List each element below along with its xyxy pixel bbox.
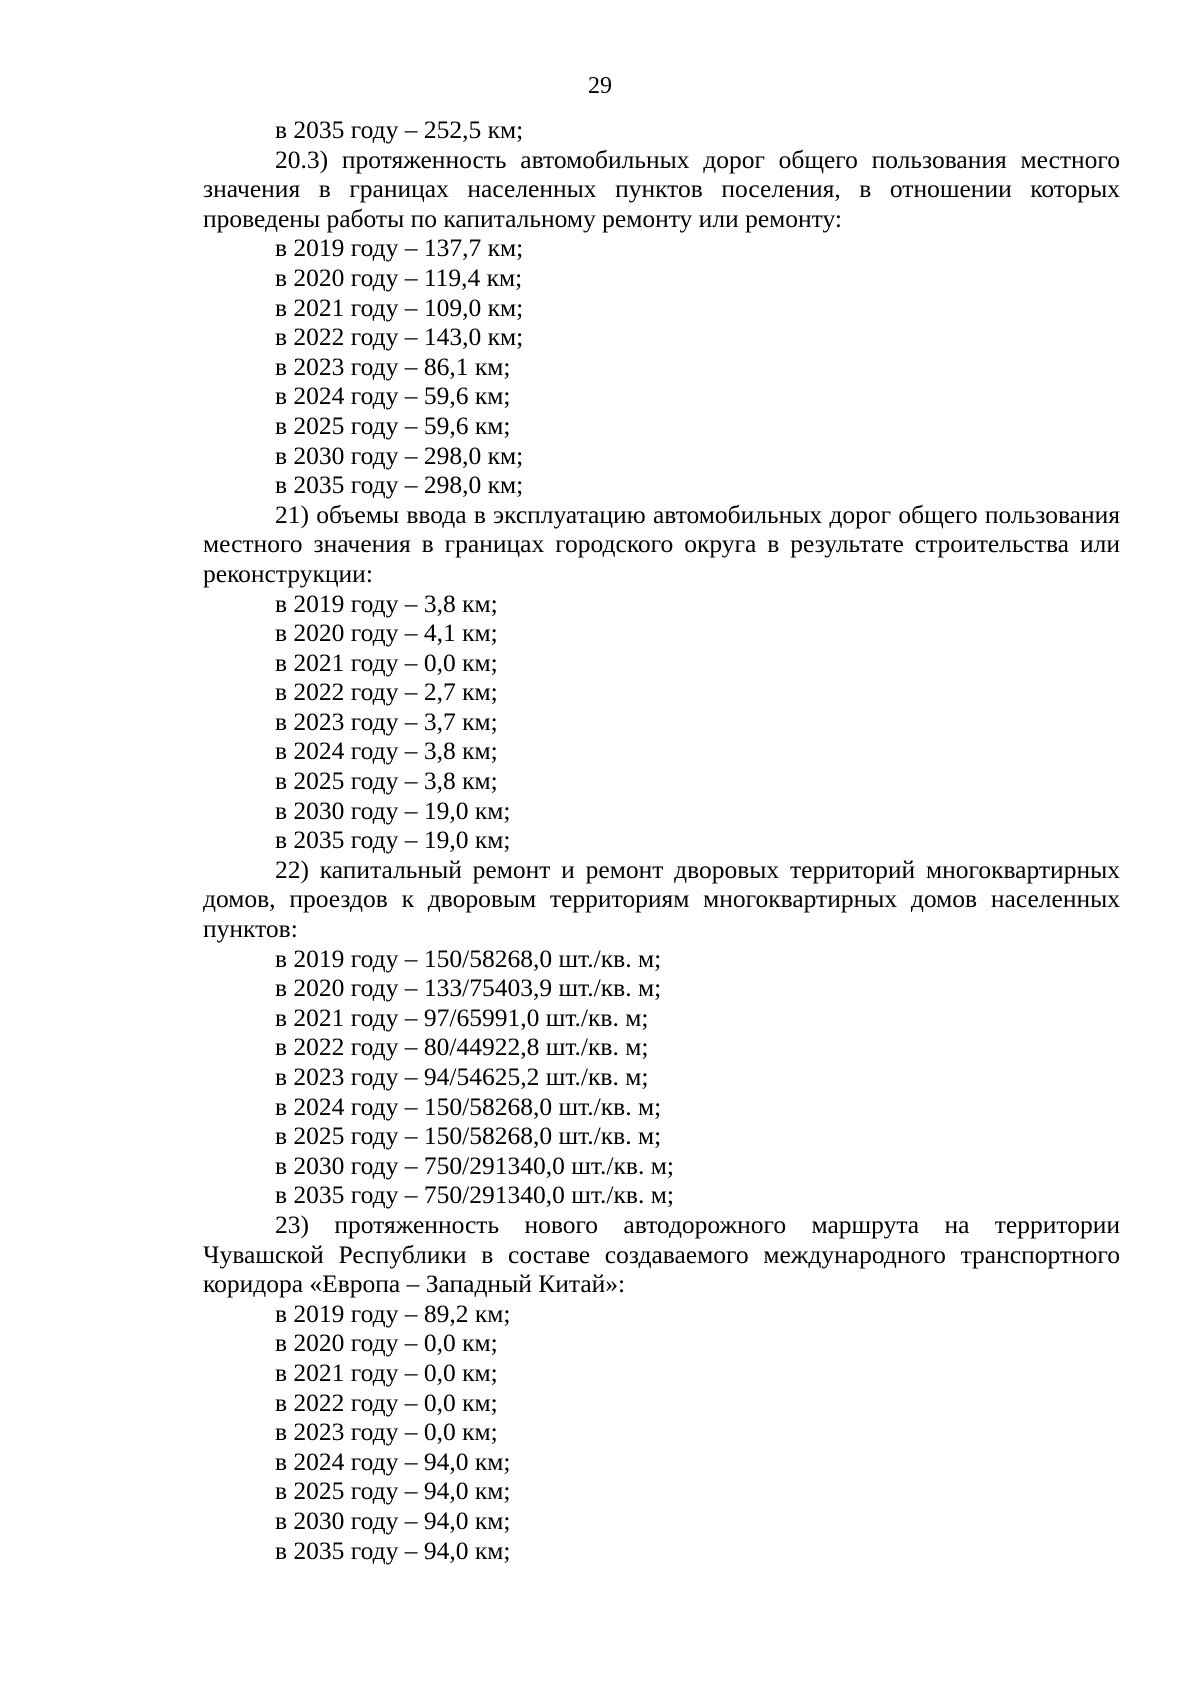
list-item: в 2021 году – 109,0 км;: [275, 292, 524, 322]
section-heading-20-3: 20.3) протяженность автомобильных дорог общего пользования местного значения в границах населенных пунктов поселения, в отношении которых проведены работы по капитальному ремонту или ремонту:: [203, 144, 1120, 233]
list-item: в 2020 году – 0,0 км;: [275, 1328, 498, 1358]
list-item: в 2024 году – 59,6 км;: [275, 381, 511, 411]
list-item: в 2025 году – 59,6 км;: [275, 410, 511, 440]
list-item: в 2030 году – 750/291340,0 шт./кв. м;: [275, 1150, 674, 1180]
list-item: в 2021 году – 0,0 км;: [275, 1357, 498, 1387]
list-item: в 2020 году – 133/75403,9 шт./кв. м;: [275, 973, 662, 1003]
list-item: в 2035 году – 19,0 км;: [275, 825, 511, 855]
list-item: в 2030 году – 94,0 км;: [275, 1505, 511, 1535]
list-item: в 2022 году – 2,7 км;: [275, 677, 498, 707]
list-item: в 2022 году – 80/44922,8 шт./кв. м;: [275, 1032, 649, 1062]
list-item: в 2022 году – 143,0 км;: [275, 322, 524, 352]
list-item: в 2019 году – 137,7 км;: [275, 233, 524, 263]
list-item: в 2020 году – 119,4 км;: [275, 262, 523, 292]
page-number: 29: [588, 73, 612, 99]
list-item: в 2019 году – 89,2 км;: [275, 1298, 511, 1328]
list-item: в 2035 году – 298,0 км;: [275, 470, 524, 500]
list-item: в 2025 году – 94,0 км;: [275, 1476, 511, 1506]
list-item: в 2035 году – 94,0 км;: [275, 1535, 511, 1565]
list-item: в 2025 году – 150/58268,0 шт./кв. м;: [275, 1121, 662, 1151]
list-item: в 2021 году – 97/65991,0 шт./кв. м;: [275, 1002, 649, 1032]
list-item: в 2030 году – 19,0 км;: [275, 795, 511, 825]
section-heading-22: 22) капитальный ремонт и ремонт дворовых территорий многоквартирных домов, проездов к дворовым территориям многоквартирных домов населенных пунктов:: [203, 854, 1120, 944]
list-item: в 2024 году – 3,8 км;: [275, 736, 498, 766]
section-heading-23: 23) протяженность нового автодорожного маршрута на территории Чувашской Республики в составе создаваемого международного транспортного коридора «Европа – Западный Китай»:: [203, 1209, 1120, 1299]
list-item: в 2025 году – 3,8 км;: [275, 766, 498, 796]
list-item: в 2023 году – 0,0 км;: [275, 1417, 498, 1447]
list-item: в 2024 году – 150/58268,0 шт./кв. м;: [275, 1091, 662, 1121]
list-item: в 2030 году – 298,0 км;: [275, 440, 524, 470]
section-heading-21: 21) объемы ввода в эксплуатацию автомобильных дорог общего пользования местного значения в границах городского округа в результате строительства или реконструкции:: [203, 499, 1120, 588]
list-item: в 2035 году – 252,5 км;: [275, 115, 524, 144]
list-item: в 2020 году – 4,1 км;: [275, 618, 498, 648]
list-item: в 2023 году – 3,7 км;: [275, 706, 498, 736]
list-item: в 2019 году – 3,8 км;: [275, 588, 498, 618]
list-item: в 2022 году – 0,0 км;: [275, 1387, 498, 1417]
list-item: в 2023 году – 94/54625,2 шт./кв. м;: [275, 1062, 649, 1091]
document-body: [203, 115, 1120, 1565]
list-item: в 2023 году – 86,1 км;: [275, 351, 511, 381]
list-item: в 2035 году – 750/291340,0 шт./кв. м;: [275, 1180, 674, 1210]
list-item: в 2019 году – 150/58268,0 шт./кв. м;: [275, 943, 662, 973]
list-item: в 2024 году – 94,0 км;: [275, 1446, 511, 1476]
list-item: в 2021 году – 0,0 км;: [275, 647, 498, 677]
